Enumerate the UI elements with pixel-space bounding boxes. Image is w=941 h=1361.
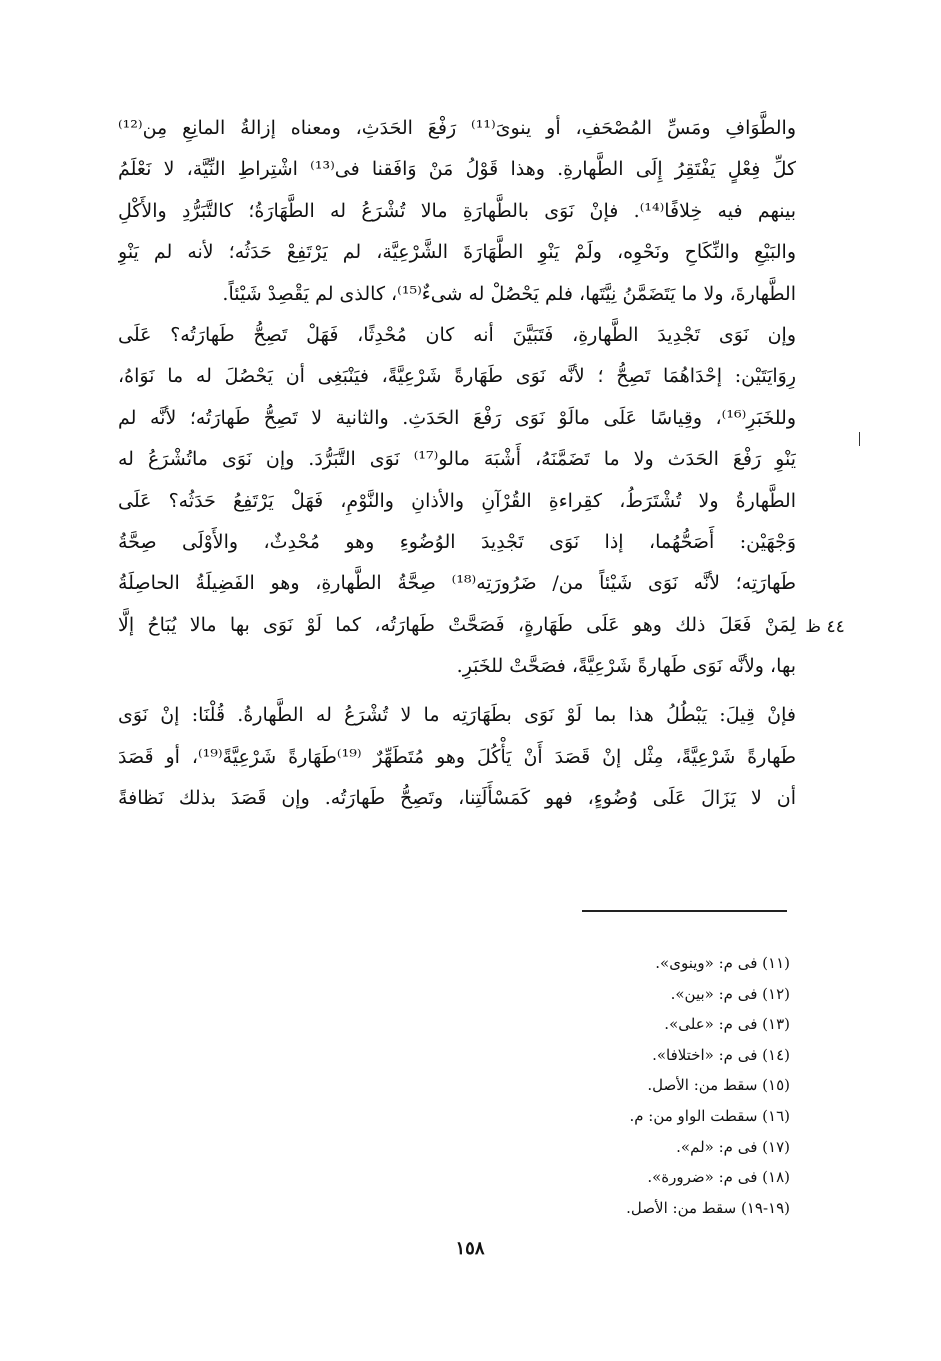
main-text xyxy=(118,108,796,820)
margin-mark xyxy=(859,432,860,446)
text-line: والطَّوَافِ ومَسِّ المُصْحَفِ، أو ينوىَ⁽¹¹⁾ رَفْعَ الحَدَثِ، ومعناه إزالةُ المانِعِ مِن⁽¹²⁾ xyxy=(118,117,796,139)
footnote: (١٤) فى م: «اختلافا». xyxy=(652,1045,790,1064)
text-line: وللخَبَرِ⁽¹⁶⁾، وقِياسًا عَلَى مالَوْ نَوَى رَفْعَ الحَدَثِ. والثانية لا تَصِحُّ طَهارَتُه؛ لأنَّه لم xyxy=(118,406,796,429)
text-line: فإنْ قِيلَ: يَبْطُلُ هذا بما لَوْ نَوَى بطَهَارَتِه ما لا تُشْرَعُ له الطَّهارةُ. قُلْنَا: إنْ نَوَى xyxy=(118,704,796,727)
footnote: (١٨) فى م: «ضرورة». xyxy=(647,1168,790,1187)
manuscript-folio-note: ٤٤ ظ xyxy=(805,617,845,637)
text-line: لِمَنْ فَعَلَ ذلك وهو عَلَى طَهَارةٍ، فَصَحَّتْ طَهارَتُه، كما لَوْ نَوَى بها مالا يُبَاحُ إلَّا xyxy=(118,613,796,636)
footnote-separator xyxy=(582,910,787,912)
footnotes xyxy=(430,948,790,1223)
footnote: (١٣) فى م: «على». xyxy=(664,1015,790,1034)
footnote: (١٧) فى م: «لم». xyxy=(676,1137,790,1156)
text-line: رِوَايَتَيْن: إحْدَاهُمَا تَصِحُّ ؛ لأنَّه نَوَى طَهَارةً شَرْعِيَّةً، فيَنْبَغِى أن يَحْصُلَ له ما نَوَاهُ، xyxy=(118,365,796,388)
text-line: وإن نَوَى تَجْدِيدَ الطَّهارةِ، فَتَبَيَّنَ أنه كان مُحْدِثًا، فَهَلْ تَصِحُّ طَهارَتُه؟ عَلَى xyxy=(118,323,796,346)
paragraph-gap xyxy=(118,687,796,695)
footnote: (١٦) سقطت الواو من: م. xyxy=(629,1106,790,1125)
text-line: الطَّهارةَ، ولا ما يَتَضَمَّنُ نِيَّتَها، فلم يَحْصُلْ له شىءٌ⁽¹⁵⁾، كالذى لم يَقْصِدْ شَيْئاً. xyxy=(222,282,796,305)
text-line: والبَيْعِ والنِّكَاحِ ونَحْوِه، ولَمْ يَنْوِ الطَّهَارَةَ الشَّرْعِيَّة، لم يَرْتَفِعْ حَدَثُه؛ لأنه لم يَنْوِ xyxy=(118,241,796,264)
text-line: طَهارَتِه؛ لأنَّه نَوَى شَيْئاً من/ ضَرُورَتِه⁽¹⁸⁾ صِحَّةُ الطَّهارةِ، وهو الفَضِيلَةُ الحاصِلَةُ xyxy=(118,572,796,595)
page-number: ١٥٨ xyxy=(455,1238,485,1259)
footnote: (١٥) سقط من: الأصل. xyxy=(647,1076,790,1095)
text-line: يَنْوِ رَفْعَ الحَدَث ولا ما تَضَمَّنَهُ، أَشْبَهَ مالو⁽¹⁷⁾ نَوَى التَّبَرُّدَ. وإن نَوَى ماتُشْرَعُ له xyxy=(118,448,796,471)
text-line: أن لا يَزَالَ عَلَى وُضُوءٍ، فهو كَمَسْأَلَتِنا، وتَصِحُّ طَهارَتُه. وإن قَصَدَ بذلك نَظافةً xyxy=(118,787,796,810)
footnote: (١١) فى م: «وينوى». xyxy=(655,954,790,972)
text-line: بها، ولأنَّه نَوَى طَهارةً شَرْعِيَّةً، فصَحَّتْ للخَبَرِ. xyxy=(456,655,796,678)
text-line: وَجْهَيْن: أَصَحُّهُما، إذا نَوَى تَجْدِيدَ الوُضُوءِ وهو مُحْدِثٌ، والأَوْلَى صِحَّةُ xyxy=(118,530,796,553)
text-line: كلِّ فِعْلٍ يَفْتَقِرُ إِلَى الطَّهارةِ. وهذا قَوْلُ مَنْ وَافَقنا فى⁽¹³⁾ اشْتِراطِ النِّيَّة، لا نَعْلَمُ xyxy=(118,158,796,181)
text-line: بينهم فيه خِلافًا⁽¹⁴⁾. فإنْ نَوَى بالطَّهارَةِ مالا تُشْرَعُ له الطَّهَارَةُ؛ كالتَّبَرُّدِ والأَكْلِ xyxy=(118,199,796,222)
text-line: طَهارةً شَرْعِيَّةً، مِثْل إنْ قَصَدَ أَنْ يَأْكُلَ وهو مُتَطَهِّرٌ ⁽¹⁹⁾طَهَارةً شَرْعِيَّةً⁽¹⁹⁾، أو قَصَدَ xyxy=(118,745,796,768)
text-line: الطَّهارةُ ولا تُشْتَرَطُ، كقِراءةِ القُرْآنِ والأذانِ والنَّوْمِ، فَهَلْ يَرْتَفِعُ حَدَثُه؟ عَلَى xyxy=(118,489,796,512)
footnote: (١٢) فى م: «بين». xyxy=(670,984,790,1003)
footnote: (١٩-١٩) سقط من: الأصل. xyxy=(626,1198,790,1217)
